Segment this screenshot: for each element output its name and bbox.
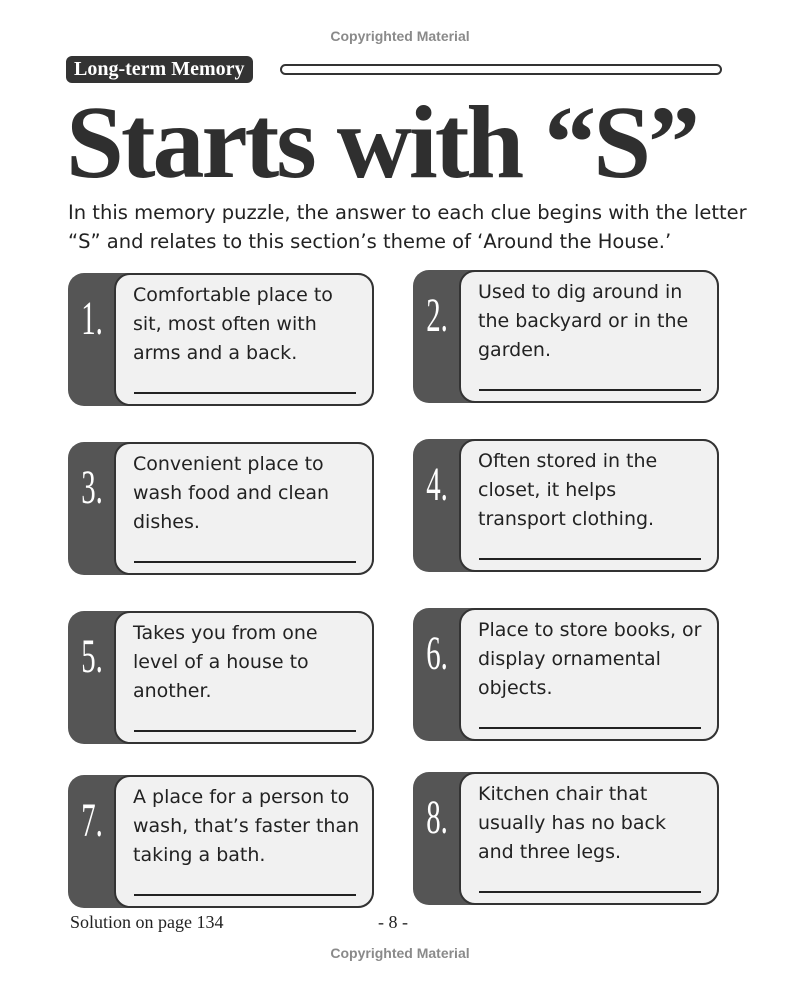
clue-box xyxy=(459,772,719,905)
copyright-footer: Copyrighted Material xyxy=(330,945,470,961)
section-rule xyxy=(280,64,722,75)
answer-field[interactable] xyxy=(134,870,356,896)
clue-box xyxy=(459,439,719,572)
clue-text: Convenient place to wash food and clean dishes. xyxy=(133,453,330,533)
answer-field[interactable] xyxy=(134,706,356,732)
clue-card xyxy=(413,608,719,741)
clue-number: 7. xyxy=(81,794,103,847)
clue-box xyxy=(459,608,719,741)
answer-field[interactable] xyxy=(134,537,356,563)
clue-number: 6. xyxy=(426,627,448,680)
clue-card xyxy=(68,273,374,406)
clue-number: 5. xyxy=(81,630,103,683)
answer-field[interactable] xyxy=(479,867,701,893)
clue-box xyxy=(114,442,374,575)
clue-card xyxy=(68,775,374,908)
solution-note: Solution on page 134 xyxy=(70,912,224,932)
clue-box xyxy=(114,273,374,406)
clue-box xyxy=(114,611,374,744)
clue-number: 1. xyxy=(81,292,103,345)
section-label: Long-term Memory xyxy=(66,56,253,83)
page-number: - 8 - xyxy=(378,912,408,932)
clue-number: 8. xyxy=(426,791,448,844)
clue-card xyxy=(413,772,719,905)
clue-box xyxy=(114,775,374,908)
answer-field[interactable] xyxy=(479,703,701,729)
clue-text: A place for a person to wash, that’s faster than taking a bath. xyxy=(133,786,360,866)
clue-card xyxy=(68,611,374,744)
clue-box xyxy=(459,270,719,403)
clue-text: Comfortable place to sit, most often with arms and a back. xyxy=(133,284,333,364)
clue-card xyxy=(68,442,374,575)
clue-card xyxy=(413,270,719,403)
page-title: Starts with “S” xyxy=(66,85,698,200)
clue-text: Used to dig around in the backyard or in the garden. xyxy=(478,281,689,361)
clue-text: Often stored in the closet, it helps transport clothing. xyxy=(478,450,658,530)
answer-field[interactable] xyxy=(479,365,701,391)
clue-text: Kitchen chair that usually has no back and three legs. xyxy=(478,783,666,863)
answer-field[interactable] xyxy=(479,534,701,560)
clue-number: 3. xyxy=(81,461,103,514)
copyright-header: Copyrighted Material xyxy=(330,28,470,44)
intro-text: In this memory puzzle, the answer to each clue begins with the letter “S” and relates to this section’s theme of ‘Around the House.’ xyxy=(68,201,747,253)
clue-text: Takes you from one level of a house to another. xyxy=(133,622,318,702)
answer-field[interactable] xyxy=(134,368,356,394)
clue-number: 4. xyxy=(426,458,448,511)
clue-card xyxy=(413,439,719,572)
clue-number: 2. xyxy=(426,289,448,342)
clue-text: Place to store books, or display ornamental objects. xyxy=(478,619,702,699)
